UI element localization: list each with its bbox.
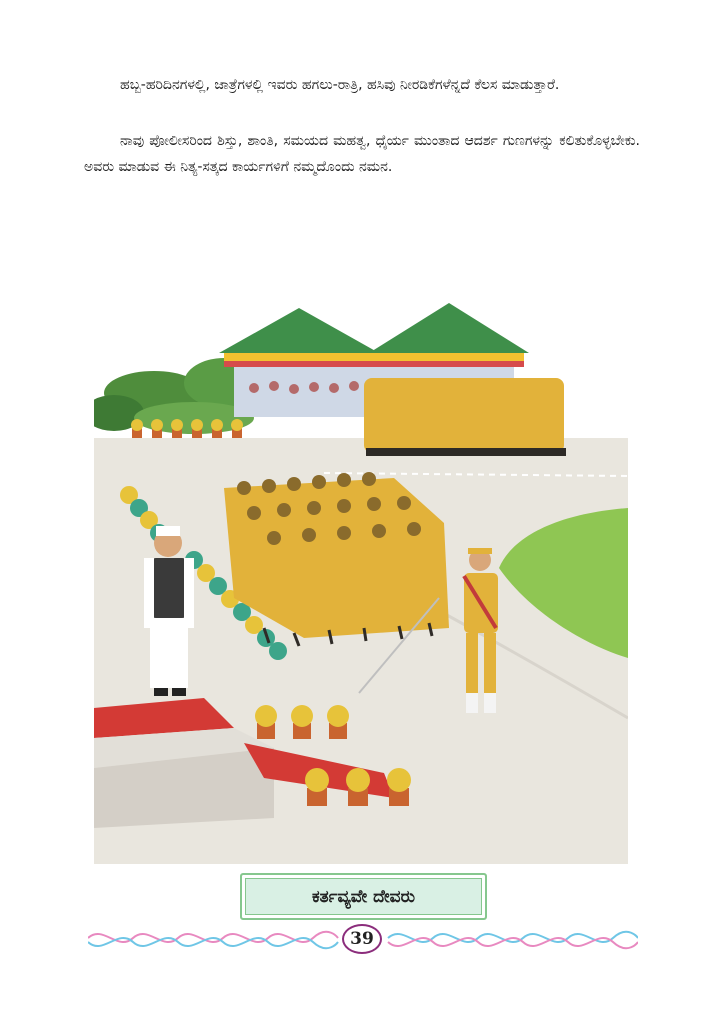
page-number: 39 <box>342 924 382 954</box>
paragraph-2: ನಾವು ಪೋಲೀಸರಿಂದ ಶಿಸ್ತು, ಶಾಂತಿ, ಸಮಯದ ಮಹತ್ವ, ಧೈರ್ಯ ಮುಂತಾದ ಆದರ್ಶ ಗುಣಗಳನ್ನು ಕಲಿತುಕೊಳ್ಳಬೇಕು. ಅವರು ಮಾಡುವ ಈ ನಿತ್ಯ-ಸತ್ಕದ ಕಾರ್ಯಗಳಿಗೆ ನಮ್ಮದೊಂದು ನಮನ. <box>84 133 640 175</box>
parade-illustration <box>94 298 628 864</box>
caption-text: ಕರ್ತವ್ಯವೇ ದೇವರು <box>311 886 415 907</box>
paragraph-1: ಹಬ್ಬ-ಹರಿದಿನಗಳಲ್ಲಿ, ಜಾತ್ರೆಗಳಲ್ಲಿ ಇವರು ಹಗಲು-ರಾತ್ರಿ, ಹಸಿವು ನೀರಡಿಕೆಗಳೆನ್ನದೆ ಕೆಲಸ ಮಾಡುತ್ತಾರೆ. <box>120 77 560 93</box>
caption-box <box>240 873 487 920</box>
back-marching-squad <box>364 378 564 453</box>
